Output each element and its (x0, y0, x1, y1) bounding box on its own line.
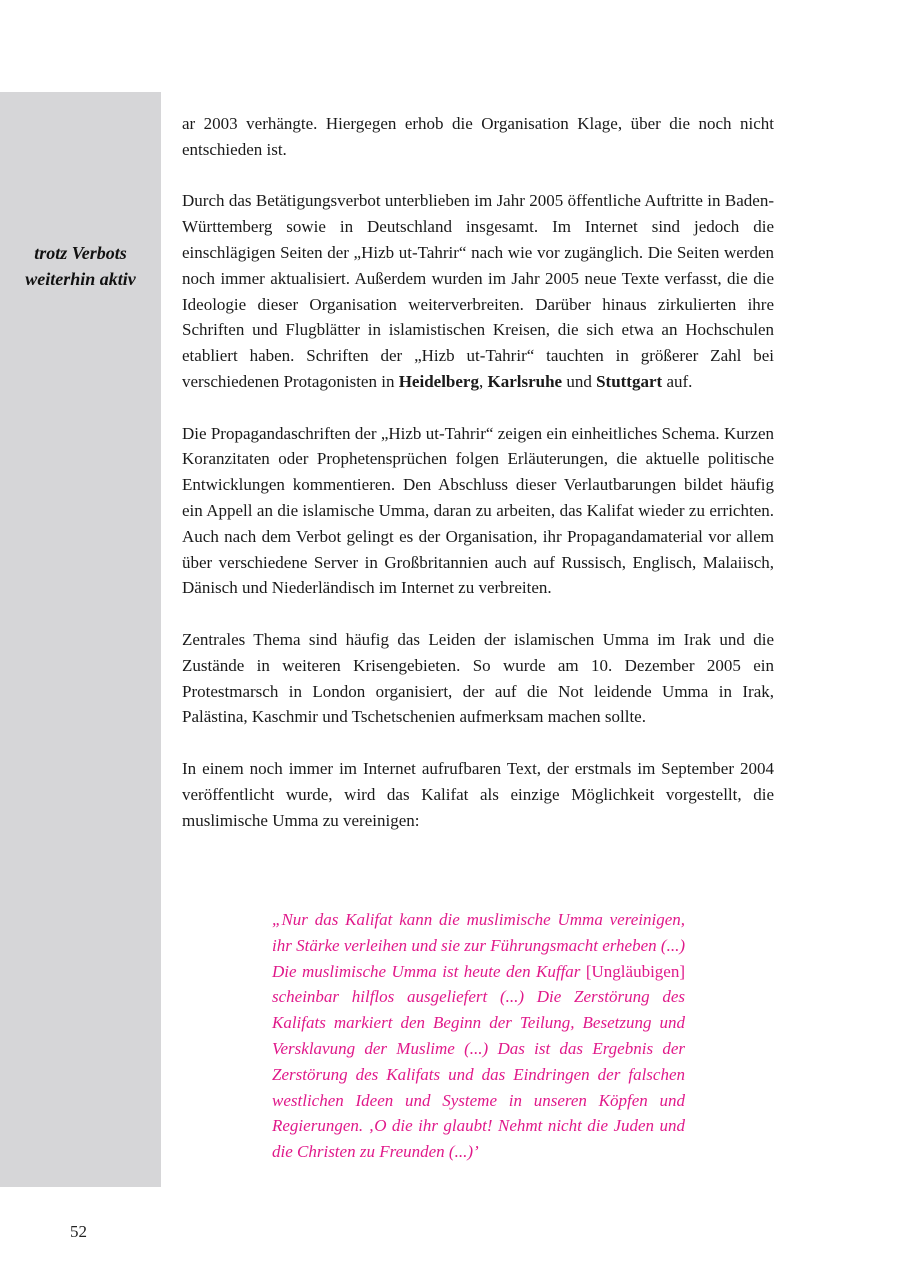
paragraph-2-end: auf. (662, 371, 693, 391)
separator-1: , (478, 371, 488, 391)
city-karlsruhe: Karlsruhe (487, 371, 563, 391)
paragraph-5: In einem noch immer im Internet aufrufbaren Text, der erstmals im September 2004 veröffentlicht wurde, wird das Kalifat als einzige Möglichkeit vorgestellt, die muslimische Umma zu vereinigen: (182, 758, 774, 830)
city-heidelberg: Heidelberg (398, 371, 479, 391)
paragraph-3: Die Propagandaschriften der „Hizb ut-Tahrir“ zeigen ein einheitliches Schema. Kurzen Koranzitaten oder Prophetensprüchen folgen Erläuterungen, die aktuelle politische Entwicklungen kommentieren. Den Abschluss dieser Verlautbarungen bildet häufig ein Appell an die islamische Umma, daran zu arbeiten, das Kalifat wieder zu errichten. Auch nach dem Verbot gelingt es der Organisation, ihr Propagandamaterial vor allem über verschiedene Server in Großbritannien auch auf Russisch, Englisch, Malaiisch, Dänisch und Niederländisch im Internet zu verbreiten. (182, 423, 774, 598)
quote-part-2: scheinbar hilflos ausgeliefert (...) Die Zerstörung des Kalifats markiert den Beginn der Teilung, Besetzung und Versklavung der Muslime (...) Das ist das Ergebnis der Zerstörung des Kalifats und das Eindringen der falschen westlichen Ideen und Systeme in unseren Köpfen und Regierungen. ‚O die ihr glaubt! Nehmt nicht die Juden und die Christen zu Freunden (...)’ (272, 987, 685, 1162)
body-text (182, 111, 774, 859)
page-number: 52 (70, 1222, 87, 1241)
quote-insert: [Ungläubigen] (585, 961, 685, 981)
paragraph-4: Zentrales Thema sind häufig das Leiden der islamischen Umma im Irak und die Zustände in weiteren Krisengebieten. So wurde am 10. Dezember 2005 ein Protestmarsch in London organisiert, der auf die Not leidende Umma in Irak, Palästina, Kaschmir und Tschetschenien aufmerksam machen sollte. (182, 629, 774, 727)
paragraph-2 (182, 188, 774, 394)
margin-note (0, 240, 161, 292)
block-quote (272, 907, 685, 1165)
paragraph-1: ar 2003 verhängte. Hiergegen erhob die Organisation Klage, über die noch nicht entschieden ist. (182, 114, 774, 159)
margin-note-line-1: trotz Verbots (34, 243, 127, 263)
margin-note-line-2: weiterhin aktiv (25, 269, 136, 289)
quote-part-1: „Nur das Kalifat kann die muslimische Umma vereinigen, ihr Stärke verleihen und sie zur Führungsmacht erheben (...) Die muslimische Umma ist heute den Kuffar (272, 910, 685, 981)
separator-2: und (562, 371, 597, 391)
city-stuttgart: Stuttgart (596, 371, 663, 391)
paragraph-2-text: Durch das Betätigungsverbot unterblieben im Jahr 2005 öffentliche Auftritte in Baden-Württemberg sowie in Deutschland insgesamt. Im Internet sind jedoch die einschlägigen Seiten der „Hizb ut-Tahrir“ nach wie vor zugänglich. Die Seiten werden noch immer aktualisiert. Außerdem wurden im Jahr 2005 neue Texte verfasst, die die Ideologie dieser Organisation weiterverbreiten. Darüber hinaus zirkulierten ihre Schriften und Flugblätter in islamistischen Kreisen, die sich etwa an Hochschulen etabliert haben. Schriften der „Hizb ut-Tahrir“ tauchten in größerer Zahl bei verschiedenen Protagonisten in (182, 191, 774, 391)
